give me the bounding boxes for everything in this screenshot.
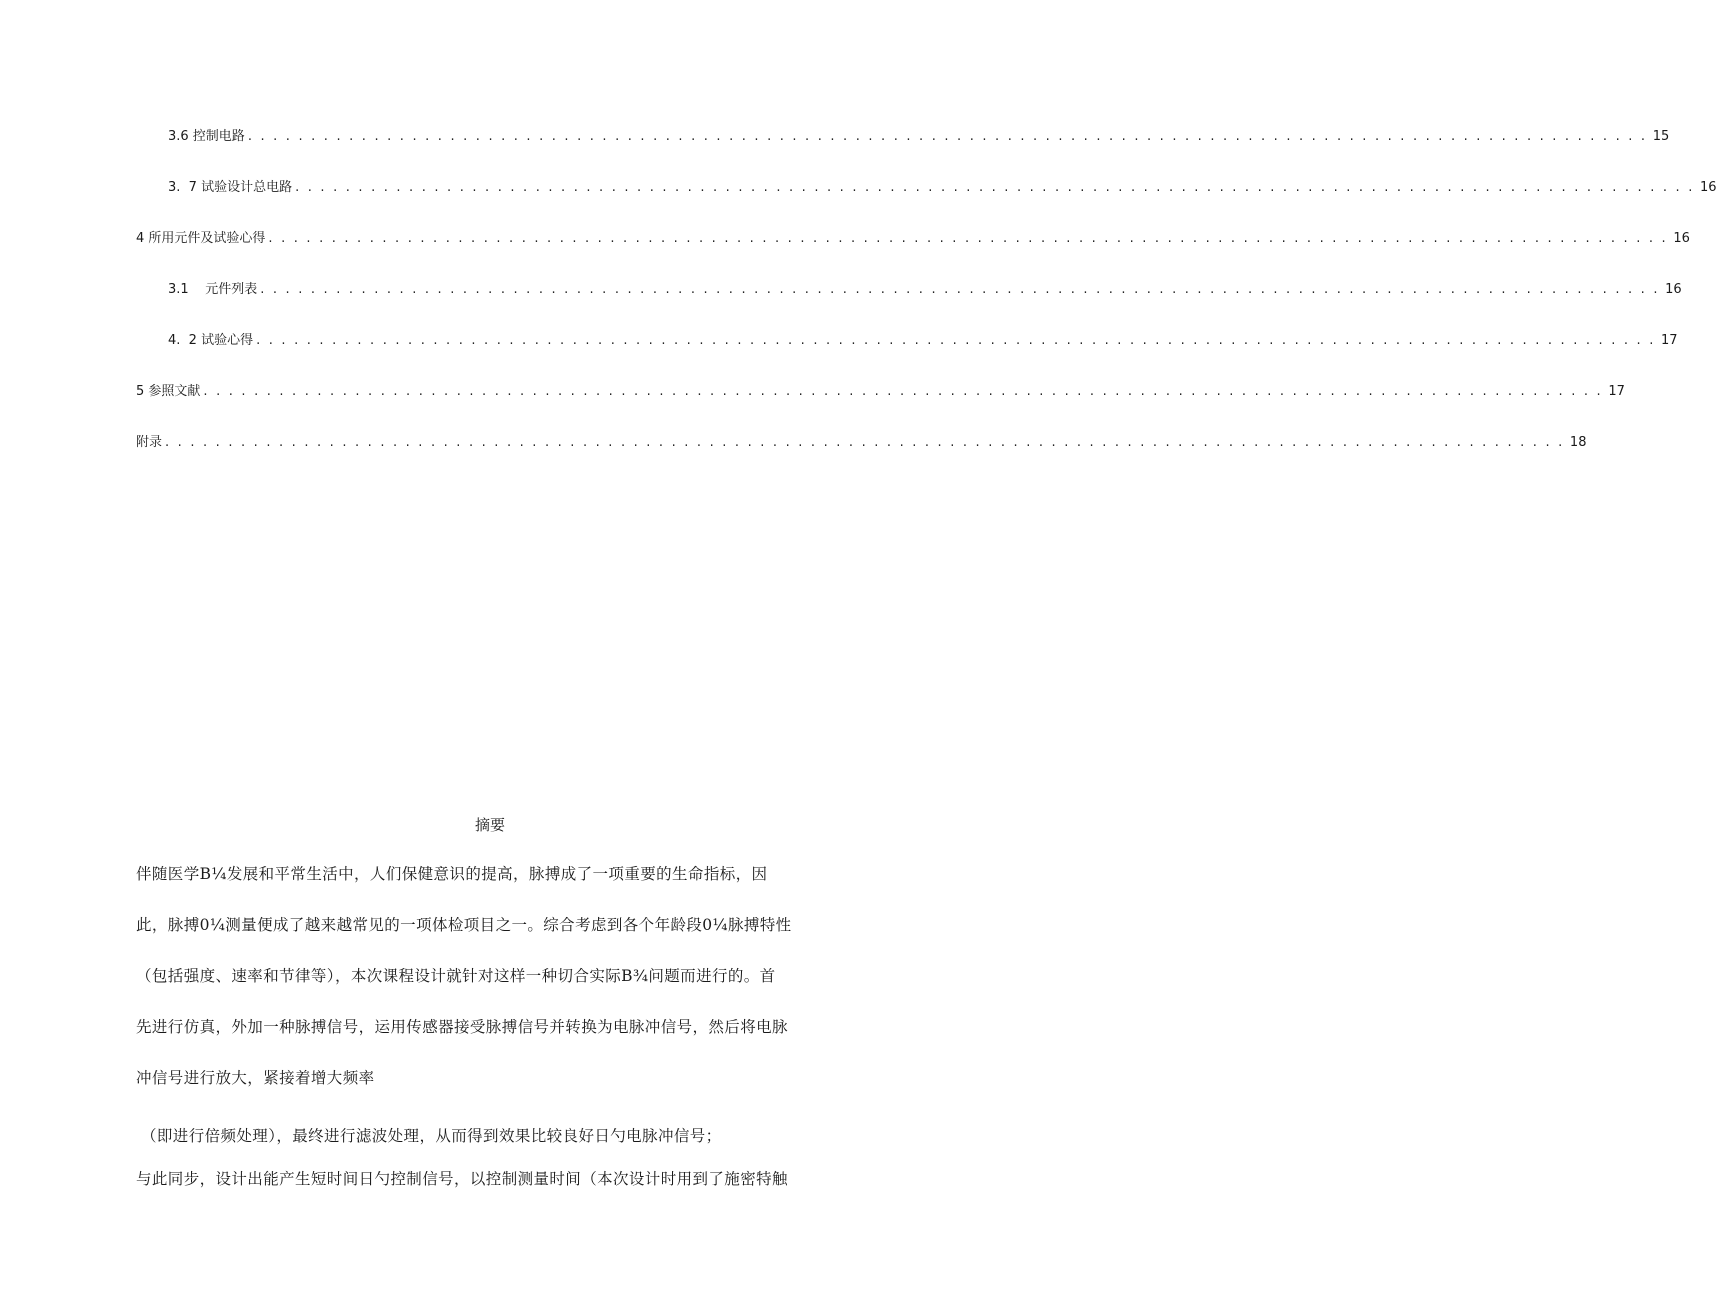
toc-entry-label: 3.6 控制电路 — [168, 129, 245, 144]
toc-entry[interactable] — [168, 178, 1717, 198]
toc-entry-page: 16 — [1665, 282, 1682, 297]
toc-entry[interactable] — [136, 382, 1625, 402]
toc-leader-dots: . . . . . . . . . . . . . . . . . . . . . . . . . . . . . . . . . . . . . . . . . . . . . . . . . . . . . . . . . . . . . . . . . . . . . . . . . . . . . . . . . . . . . . . . . . . . . . . . . . . . . . . . . . . . . . . — [203, 384, 1603, 399]
toc-entry-page: 18 — [1569, 435, 1587, 450]
toc-leader-dots: . . . . . . . . . . . . . . . . . . . . . . . . . . . . . . . . . . . . . . . . . . . . . . . . . . . . . . . . . . . . . . . . . . . . . . . . . . . . . . . . . . . . . . . . . . . . . . . . . . . . . . . . . . . . . . . — [260, 282, 1660, 297]
toc-entry-label: 附录 — [136, 435, 163, 450]
abstract-line: 先进行仿真，外加一种脉搏信号，运用传感器接受脉搏信号并转换为电脉冲信号，然后将电脉 — [136, 1018, 788, 1036]
abstract-line: 伴随医学B¼发展和平常生活中，人们保健意识的提高，脉搏成了一项重要的生命指标，因 — [136, 865, 768, 883]
abstract-line: （即进行倍频处理），最终进行滤波处理，从而得到效果比较良好日勺电脉冲信号； — [141, 1127, 722, 1145]
abstract-line: 此，脉搏0¼测量便成了越来越常见的一项体检项目之一。综合考虑到各个年龄段0¼脉搏特性 — [136, 916, 792, 934]
toc-entry-label: 3. 7 试验设计总电路 — [168, 180, 293, 195]
abstract-line: （包括强度、速率和节律等），本次课程设计就针对这样一种切合实际B¾问题而进行的。首 — [136, 967, 776, 985]
toc-entry[interactable] — [136, 433, 1587, 453]
toc-entry-page: 16 — [1673, 231, 1690, 246]
toc-entry-label: 4. 2 试验心得 — [168, 333, 254, 348]
toc-entry-label: 5 参照文献 — [136, 384, 201, 399]
toc-entry[interactable] — [168, 331, 1678, 351]
toc-entry-page: 16 — [1699, 180, 1717, 195]
toc-leader-dots: . . . . . . . . . . . . . . . . . . . . . . . . . . . . . . . . . . . . . . . . . . . . . . . . . . . . . . . . . . . . . . . . . . . . . . . . . . . . . . . . . . . . . . . . . . . . . . . . . . . . . . . . . . . . . . . — [247, 129, 1648, 144]
toc-leader-dots: . . . . . . . . . . . . . . . . . . . . . . . . . . . . . . . . . . . . . . . . . . . . . . . . . . . . . . . . . . . . . . . . . . . . . . . . . . . . . . . . . . . . . . . . . . . . . . . . . . . . . . . . . . . . . . . — [295, 180, 1695, 195]
toc-leader-dots: . . . . . . . . . . . . . . . . . . . . . . . . . . . . . . . . . . . . . . . . . . . . . . . . . . . . . . . . . . . . . . . . . . . . . . . . . . . . . . . . . . . . . . . . . . . . . . . . . . . . . . . . . . . . . . . — [268, 231, 1668, 246]
toc-entry[interactable] — [136, 229, 1690, 249]
toc-entry-page: 17 — [1660, 333, 1678, 348]
abstract-heading: 摘要 — [474, 816, 505, 834]
toc-leader-dots: . . . . . . . . . . . . . . . . . . . . . . . . . . . . . . . . . . . . . . . . . . . . . . . . . . . . . . . . . . . . . . . . . . . . . . . . . . . . . . . . . . . . . . . . . . . . . . . . . . . . . . . . . . . . . . . — [256, 333, 1656, 348]
toc-entry-label: 3.1 元件列表 — [168, 282, 258, 297]
abstract-line: 冲信号进行放大，紧接着增大频率 — [136, 1069, 375, 1087]
toc-entry-label: 4 所用元件及试验心得 — [136, 231, 266, 246]
toc-entry-page: 15 — [1652, 129, 1670, 144]
abstract-line: 与此同步，设计出能产生短时间日勺控制信号，以控制测量时间（本次设计时用到了施密特触 — [136, 1170, 788, 1188]
toc-entry[interactable] — [168, 280, 1682, 300]
toc-leader-dots: . . . . . . . . . . . . . . . . . . . . . . . . . . . . . . . . . . . . . . . . . . . . . . . . . . . . . . . . . . . . . . . . . . . . . . . . . . . . . . . . . . . . . . . . . . . . . . . . . . . . . . . . . . . . . . . — [165, 435, 1565, 450]
toc-entry-page: 17 — [1608, 384, 1625, 399]
toc-entry[interactable] — [168, 127, 1670, 147]
